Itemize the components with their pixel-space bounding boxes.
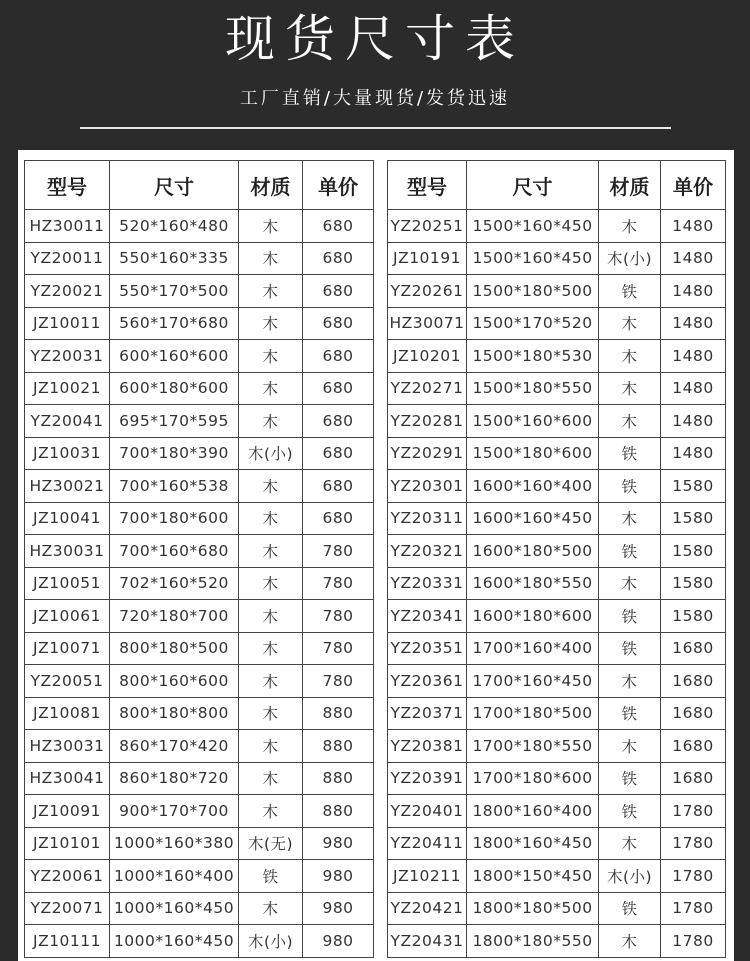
cell-size: 700*160*680 xyxy=(110,535,239,568)
cell-model: YZ20051 xyxy=(25,665,110,698)
table-row xyxy=(388,307,726,340)
table-row xyxy=(25,405,374,438)
cell-model: HZ30071 xyxy=(388,307,467,340)
cell-size: 1500*160*450 xyxy=(467,242,599,275)
cell-material: 木 xyxy=(599,827,661,860)
cell-size: 1700*160*400 xyxy=(467,632,599,665)
column-header-size: 尺寸 xyxy=(467,161,599,210)
size-table-left xyxy=(24,160,374,958)
cell-size: 800*180*800 xyxy=(110,697,239,730)
cell-model: YZ20271 xyxy=(388,372,467,405)
cell-model: YZ20281 xyxy=(388,405,467,438)
cell-material: 铁 xyxy=(599,697,661,730)
cell-model: HZ30031 xyxy=(25,535,110,568)
cell-size: 1600*180*600 xyxy=(467,600,599,633)
table-row xyxy=(388,340,726,373)
cell-material: 木 xyxy=(239,242,303,275)
cell-model: YZ20341 xyxy=(388,600,467,633)
cell-model: JZ10191 xyxy=(388,242,467,275)
cell-model: JZ10111 xyxy=(25,925,110,958)
cell-material: 木 xyxy=(599,502,661,535)
cell-size: 1800*160*400 xyxy=(467,795,599,828)
table-row xyxy=(25,795,374,828)
cell-price: 680 xyxy=(303,405,374,438)
cell-size: 1500*160*450 xyxy=(467,210,599,243)
cell-price: 1480 xyxy=(661,437,726,470)
cell-price: 780 xyxy=(303,567,374,600)
cell-model: HZ30031 xyxy=(25,730,110,763)
cell-price: 1780 xyxy=(661,892,726,925)
cell-model: JZ10071 xyxy=(25,632,110,665)
table-row xyxy=(25,762,374,795)
table-row xyxy=(388,600,726,633)
table-row xyxy=(25,665,374,698)
cell-model: JZ10101 xyxy=(25,827,110,860)
table-row xyxy=(388,730,726,763)
cell-model: JZ10211 xyxy=(388,860,467,893)
cell-size: 1000*160*450 xyxy=(110,925,239,958)
cell-model: JZ10031 xyxy=(25,437,110,470)
cell-price: 1680 xyxy=(661,762,726,795)
cell-material: 木 xyxy=(599,210,661,243)
cell-material: 铁 xyxy=(599,892,661,925)
cell-price: 880 xyxy=(303,762,374,795)
cell-size: 700*180*390 xyxy=(110,437,239,470)
cell-price: 680 xyxy=(303,470,374,503)
cell-model: JZ10041 xyxy=(25,502,110,535)
table-row xyxy=(388,892,726,925)
table-row xyxy=(25,535,374,568)
cell-material: 木 xyxy=(239,567,303,600)
cell-size: 600*160*600 xyxy=(110,340,239,373)
table-row xyxy=(25,340,374,373)
cell-size: 1500*180*600 xyxy=(467,437,599,470)
cell-material: 木 xyxy=(239,470,303,503)
cell-size: 1600*180*550 xyxy=(467,567,599,600)
cell-size: 550*170*500 xyxy=(110,275,239,308)
cell-price: 680 xyxy=(303,372,374,405)
cell-model: YZ20011 xyxy=(25,242,110,275)
table-row xyxy=(388,242,726,275)
cell-material: 铁 xyxy=(599,762,661,795)
cell-model: JZ10021 xyxy=(25,372,110,405)
cell-model: YZ20261 xyxy=(388,275,467,308)
cell-size: 1700*180*500 xyxy=(467,697,599,730)
cell-price: 780 xyxy=(303,535,374,568)
table-row xyxy=(25,275,374,308)
cell-model: YZ20321 xyxy=(388,535,467,568)
cell-material: 铁 xyxy=(239,860,303,893)
cell-material: 木(无) xyxy=(239,827,303,860)
cell-model: JZ10051 xyxy=(25,567,110,600)
cell-size: 1800*160*450 xyxy=(467,827,599,860)
cell-price: 680 xyxy=(303,242,374,275)
cell-price: 1680 xyxy=(661,730,726,763)
cell-size: 560*170*680 xyxy=(110,307,239,340)
table-row xyxy=(25,925,374,958)
cell-material: 木 xyxy=(239,275,303,308)
cell-price: 780 xyxy=(303,632,374,665)
cell-size: 1500*180*500 xyxy=(467,275,599,308)
cell-price: 1780 xyxy=(661,795,726,828)
cell-price: 1780 xyxy=(661,827,726,860)
table-header-row xyxy=(25,161,374,210)
cell-size: 1500*180*550 xyxy=(467,372,599,405)
cell-material: 铁 xyxy=(599,795,661,828)
cell-model: JZ10011 xyxy=(25,307,110,340)
cell-size: 1700*160*450 xyxy=(467,665,599,698)
cell-material: 木 xyxy=(599,730,661,763)
table-row xyxy=(388,762,726,795)
cell-price: 1680 xyxy=(661,632,726,665)
cell-model: YZ20021 xyxy=(25,275,110,308)
cell-size: 520*160*480 xyxy=(110,210,239,243)
table-row xyxy=(25,827,374,860)
cell-material: 木 xyxy=(239,405,303,438)
cell-size: 800*180*500 xyxy=(110,632,239,665)
cell-model: YZ20391 xyxy=(388,762,467,795)
table-row xyxy=(388,405,726,438)
table-row xyxy=(388,697,726,730)
cell-model: YZ20371 xyxy=(388,697,467,730)
table-row xyxy=(388,632,726,665)
table-row xyxy=(388,372,726,405)
cell-model: JZ10061 xyxy=(25,600,110,633)
cell-material: 木 xyxy=(239,210,303,243)
table-row xyxy=(25,730,374,763)
table-row xyxy=(25,502,374,535)
column-header-model: 型号 xyxy=(25,161,110,210)
cell-material: 木 xyxy=(239,340,303,373)
cell-model: JZ10081 xyxy=(25,697,110,730)
table-row xyxy=(388,860,726,893)
table-row xyxy=(25,210,374,243)
cell-size: 1000*160*450 xyxy=(110,892,239,925)
cell-material: 木 xyxy=(599,340,661,373)
table-row xyxy=(25,567,374,600)
cell-material: 铁 xyxy=(599,470,661,503)
cell-size: 700*160*538 xyxy=(110,470,239,503)
cell-price: 680 xyxy=(303,340,374,373)
cell-model: HZ30021 xyxy=(25,470,110,503)
column-header-price: 单价 xyxy=(661,161,726,210)
cell-material: 木 xyxy=(239,730,303,763)
cell-size: 1700*180*600 xyxy=(467,762,599,795)
cell-price: 1480 xyxy=(661,405,726,438)
table-row xyxy=(25,892,374,925)
header-divider xyxy=(80,127,671,129)
cell-price: 1580 xyxy=(661,470,726,503)
table-row xyxy=(388,925,726,958)
cell-size: 1800*180*550 xyxy=(467,925,599,958)
cell-price: 1480 xyxy=(661,372,726,405)
cell-model: YZ20401 xyxy=(388,795,467,828)
cell-price: 1480 xyxy=(661,307,726,340)
table-row xyxy=(25,242,374,275)
cell-price: 880 xyxy=(303,697,374,730)
cell-model: YZ20301 xyxy=(388,470,467,503)
table-row xyxy=(388,827,726,860)
column-header-material: 材质 xyxy=(599,161,661,210)
cell-price: 1780 xyxy=(661,860,726,893)
cell-model: YZ20291 xyxy=(388,437,467,470)
cell-material: 木 xyxy=(239,600,303,633)
table-row xyxy=(25,600,374,633)
cell-price: 1480 xyxy=(661,275,726,308)
cell-price: 680 xyxy=(303,502,374,535)
cell-material: 木 xyxy=(239,632,303,665)
table-row xyxy=(388,665,726,698)
cell-model: YZ20361 xyxy=(388,665,467,698)
cell-price: 880 xyxy=(303,795,374,828)
cell-material: 木 xyxy=(239,892,303,925)
cell-material: 铁 xyxy=(599,535,661,568)
cell-material: 木 xyxy=(599,307,661,340)
cell-price: 1580 xyxy=(661,567,726,600)
table-row xyxy=(25,632,374,665)
cell-material: 铁 xyxy=(599,275,661,308)
cell-material: 木 xyxy=(599,567,661,600)
cell-price: 980 xyxy=(303,892,374,925)
cell-price: 980 xyxy=(303,827,374,860)
cell-material: 木 xyxy=(599,372,661,405)
page-subtitle: 工厂直销/大量现货/发货迅速 xyxy=(239,88,511,109)
cell-material: 木 xyxy=(599,405,661,438)
cell-model: YZ20061 xyxy=(25,860,110,893)
cell-price: 1480 xyxy=(661,210,726,243)
cell-material: 木 xyxy=(239,795,303,828)
table-row xyxy=(388,437,726,470)
cell-model: YZ20251 xyxy=(388,210,467,243)
cell-material: 木(小) xyxy=(239,925,303,958)
table-row xyxy=(25,470,374,503)
cell-model: YZ20381 xyxy=(388,730,467,763)
cell-size: 1800*180*500 xyxy=(467,892,599,925)
cell-material: 木 xyxy=(599,665,661,698)
cell-material: 木 xyxy=(239,535,303,568)
cell-material: 木 xyxy=(239,372,303,405)
cell-price: 780 xyxy=(303,600,374,633)
cell-price: 1680 xyxy=(661,697,726,730)
cell-size: 800*160*600 xyxy=(110,665,239,698)
cell-price: 980 xyxy=(303,925,374,958)
cell-model: YZ20071 xyxy=(25,892,110,925)
cell-material: 木 xyxy=(239,502,303,535)
cell-material: 木 xyxy=(239,697,303,730)
cell-material: 木 xyxy=(239,307,303,340)
cell-size: 600*180*600 xyxy=(110,372,239,405)
table-row xyxy=(388,567,726,600)
cell-material: 木 xyxy=(239,762,303,795)
table-header-row xyxy=(388,161,726,210)
table-row xyxy=(25,437,374,470)
cell-price: 780 xyxy=(303,665,374,698)
size-table-right xyxy=(387,160,726,958)
table-row xyxy=(388,535,726,568)
cell-size: 700*180*600 xyxy=(110,502,239,535)
cell-price: 680 xyxy=(303,275,374,308)
cell-size: 1500*170*520 xyxy=(467,307,599,340)
cell-model: YZ20031 xyxy=(25,340,110,373)
cell-material: 木(小) xyxy=(599,860,661,893)
table-row xyxy=(25,697,374,730)
cell-model: HZ30011 xyxy=(25,210,110,243)
table-row xyxy=(25,860,374,893)
cell-size: 702*160*520 xyxy=(110,567,239,600)
column-header-model: 型号 xyxy=(388,161,467,210)
cell-size: 1000*160*400 xyxy=(110,860,239,893)
cell-model: YZ20041 xyxy=(25,405,110,438)
column-header-material: 材质 xyxy=(239,161,303,210)
cell-size: 1000*160*380 xyxy=(110,827,239,860)
cell-model: YZ20431 xyxy=(388,925,467,958)
cell-price: 1580 xyxy=(661,535,726,568)
cell-material: 木(小) xyxy=(239,437,303,470)
table-row xyxy=(388,210,726,243)
cell-material: 木 xyxy=(239,665,303,698)
cell-price: 1480 xyxy=(661,242,726,275)
page-title: 现货尺寸表 xyxy=(225,10,525,68)
cell-size: 1500*180*530 xyxy=(467,340,599,373)
cell-size: 860*180*720 xyxy=(110,762,239,795)
cell-size: 860*170*420 xyxy=(110,730,239,763)
cell-price: 1780 xyxy=(661,925,726,958)
cell-model: YZ20331 xyxy=(388,567,467,600)
table-row xyxy=(388,470,726,503)
cell-size: 550*160*335 xyxy=(110,242,239,275)
cell-size: 1800*150*450 xyxy=(467,860,599,893)
cell-material: 铁 xyxy=(599,437,661,470)
cell-model: HZ30041 xyxy=(25,762,110,795)
cell-material: 木(小) xyxy=(599,242,661,275)
cell-size: 1600*160*400 xyxy=(467,470,599,503)
column-header-price: 单价 xyxy=(303,161,374,210)
cell-price: 680 xyxy=(303,437,374,470)
cell-price: 680 xyxy=(303,210,374,243)
cell-size: 1500*160*600 xyxy=(467,405,599,438)
column-header-size: 尺寸 xyxy=(110,161,239,210)
table-row xyxy=(388,275,726,308)
cell-material: 铁 xyxy=(599,600,661,633)
cell-model: YZ20421 xyxy=(388,892,467,925)
cell-price: 1580 xyxy=(661,502,726,535)
cell-model: YZ20411 xyxy=(388,827,467,860)
cell-size: 1600*160*450 xyxy=(467,502,599,535)
table-row xyxy=(25,307,374,340)
cell-model: JZ10091 xyxy=(25,795,110,828)
cell-price: 680 xyxy=(303,307,374,340)
cell-size: 1600*180*500 xyxy=(467,535,599,568)
table-row xyxy=(25,372,374,405)
cell-price: 1480 xyxy=(661,340,726,373)
cell-price: 1580 xyxy=(661,600,726,633)
cell-model: YZ20351 xyxy=(388,632,467,665)
cell-model: YZ20311 xyxy=(388,502,467,535)
cell-model: JZ10201 xyxy=(388,340,467,373)
cell-price: 980 xyxy=(303,860,374,893)
table-row xyxy=(388,502,726,535)
cell-size: 900*170*700 xyxy=(110,795,239,828)
cell-material: 铁 xyxy=(599,632,661,665)
table-row xyxy=(388,795,726,828)
cell-size: 695*170*595 xyxy=(110,405,239,438)
cell-material: 木 xyxy=(599,925,661,958)
cell-size: 1700*180*550 xyxy=(467,730,599,763)
cell-price: 880 xyxy=(303,730,374,763)
cell-size: 720*180*700 xyxy=(110,600,239,633)
cell-price: 1680 xyxy=(661,665,726,698)
